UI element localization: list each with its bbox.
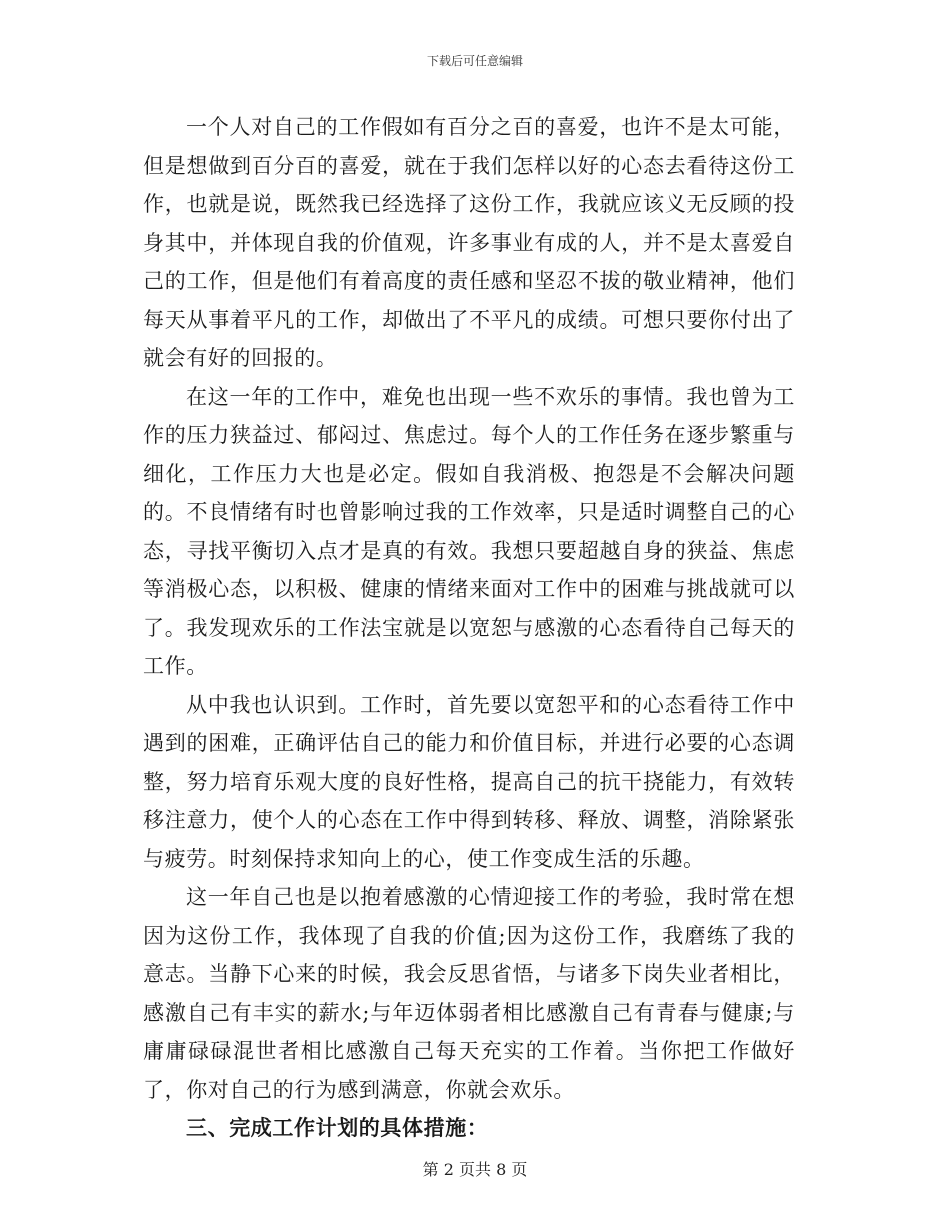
paragraph-2: 在这一年的工作中，难免也出现一些不欢乐的事情。我也曾为工作的压力狭益过、郁闷过、焦虑过。每个人的工作任务在逐步繁重与细化，工作压力大也是必定。假如自我消极、抱怨是不会解决问题的。不良情绪有时也曾影响过我的工作效率，只是适时调整自己的心态，寻找平衡切入点才是真的有效。我想只要超越自身的狭益、焦虑等消极心态，以积极、健康的情绪来面对工作中的困难与挑战就可以了。我发现欢乐的工作法宝就是以宽恕与感激的心态看待自己每天的工作。 — [143, 384, 795, 678]
page-footer: 第 2 页共 8 页 — [422, 1160, 528, 1179]
page-header: 下载后可任意编辑 — [426, 54, 523, 68]
paragraph-1: 一个人对自己的工作假如有百分之百的喜爱，也许不是太可能，但是想做到百分百的喜爱，就在于我们怎样以好的心态去看待这份工作，也就是说，既然我已经选择了这份工作，我就应该义无反顾的投身其中，并体现自我的价值观，许多事业有成的人，并不是太喜爱自己的工作，但是他们有着高度的责任感和坚忍不拔的敬业精神，他们每天从事着平凡的工作，却做出了不平凡的成绩。可想只要你付出了就会有好的回报的。 — [143, 115, 795, 370]
paragraph-3: 从中我也认识到。工作时，首先要以宽恕平和的心态看待工作中遇到的困难，正确评估自己的能力和价值目标，并进行必要的心态调整，努力培育乐观大度的良好性格，提高自己的抗干挠能力，有效转移注意力，使个人的心态在工作中得到转移、释放、调整，消除紧张与疲劳。时刻保持求知向上的心，使工作变成生活的乐趣。 — [143, 692, 795, 871]
section-heading: 三、完成工作计划的具体措施： — [186, 1115, 489, 1140]
paragraph-4: 这一年自己也是以抱着感激的心情迎接工作的考验，我时常在想因为这份工作，我体现了自我的价值;因为这份工作，我磨练了我的意志。当静下心来的时候，我会反思省悟，与诸多下岗失业者相比，感激自己有丰实的薪水;与年迈体弱者相比感激自己有青春与健康;与庸庸碌碌混世者相比感激自己每天充实的工作着。当你把工作做好了，你对自己的行为感到满意，你就会欢乐。 — [143, 885, 795, 1102]
document-body — [143, 108, 795, 1148]
